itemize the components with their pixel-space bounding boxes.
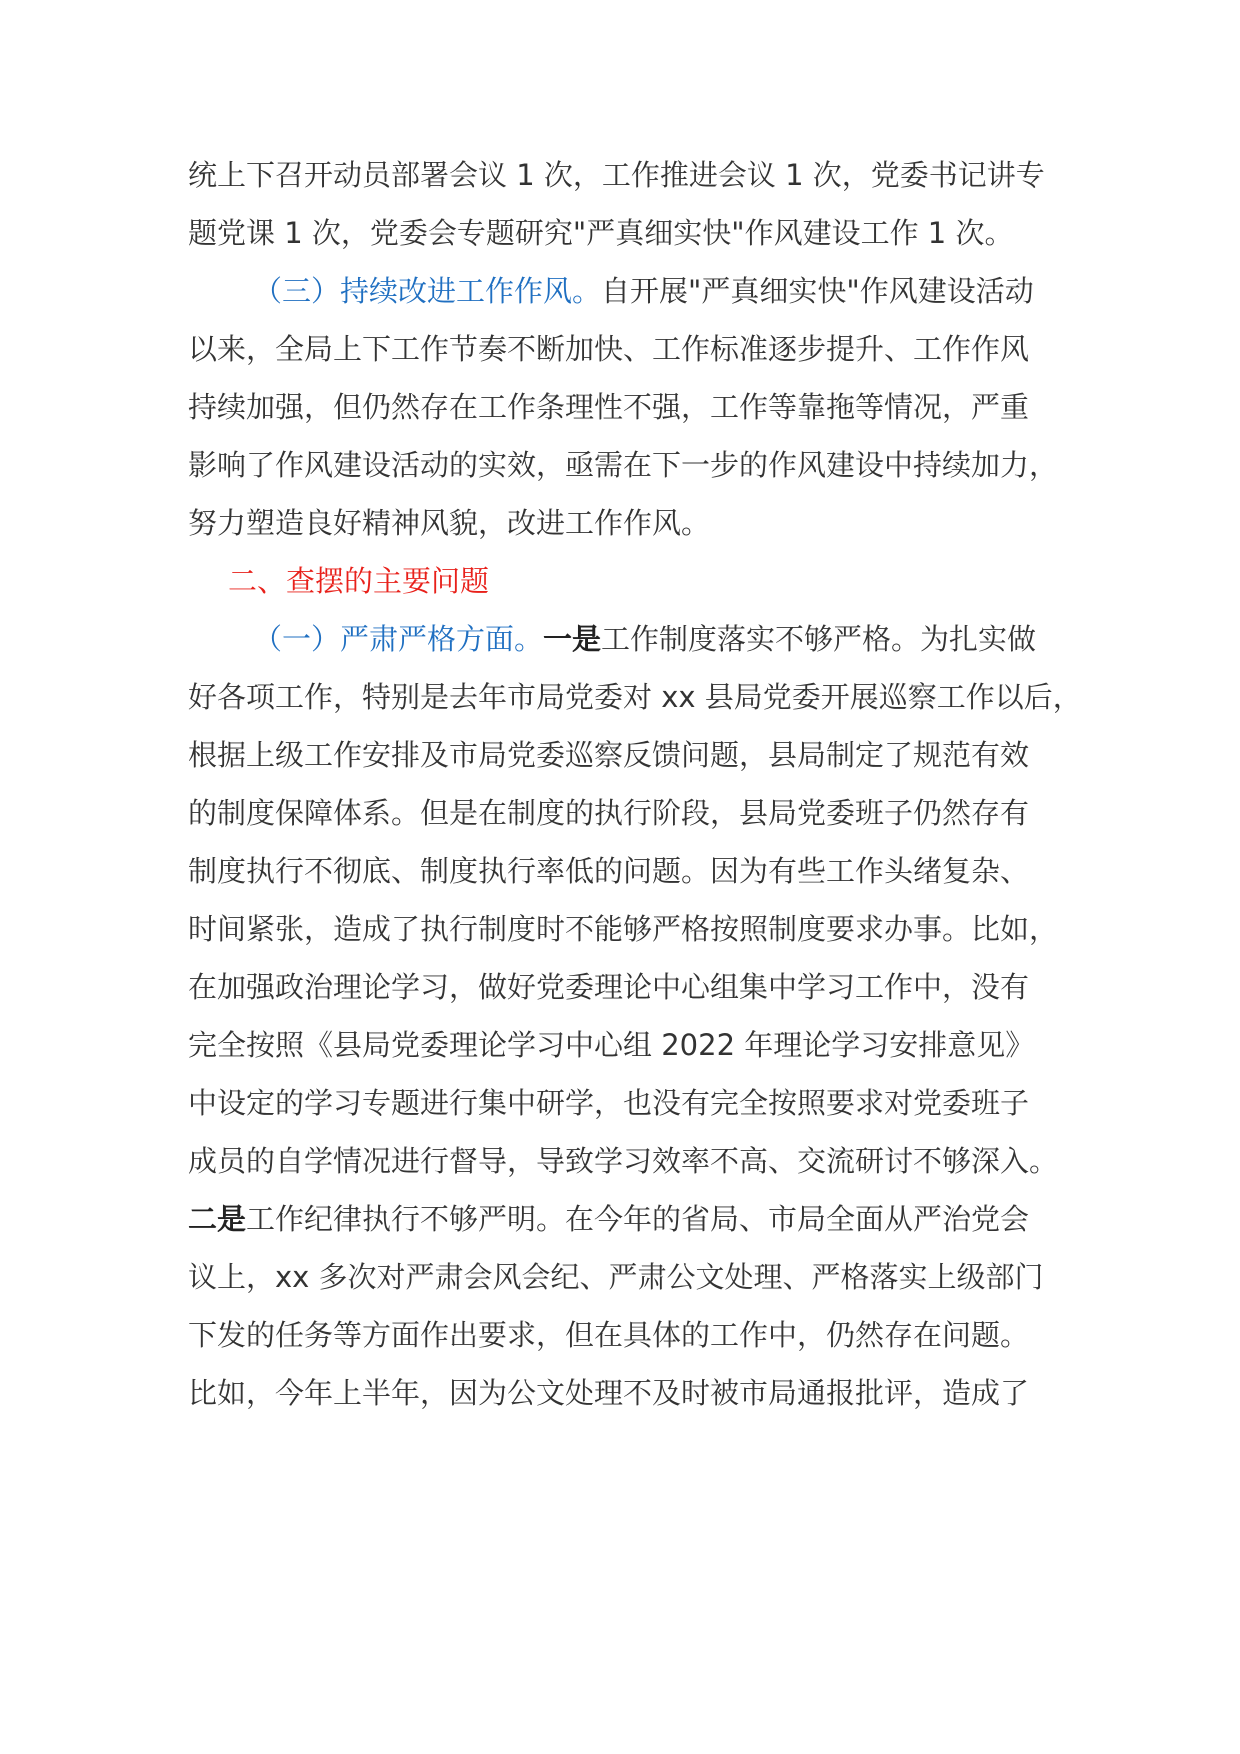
paragraph-line: 题党课 1 次，党委会专题研究"严真细实快"作风建设工作 1 次。 xyxy=(188,216,1014,250)
paragraph-line: 根据上级工作安排及市局党委巡察反馈问题，县局制定了规范有效 xyxy=(188,738,1030,772)
paragraph-line: 统上下召开动员部署会议 1 次，工作推进会议 1 次，党委书记讲专 xyxy=(188,158,1045,192)
paragraph-line: 议上，xx 多次对严肃会风会纪、严肃公文处理、严格落实上级部门 xyxy=(188,1260,1044,1294)
paragraph-line: 在加强政治理论学习，做好党委理论中心组集中学习工作中，没有 xyxy=(188,970,1030,1004)
paragraph-line: 成员的自学情况进行督导，导致学习效率不高、交流研讨不够深入。 xyxy=(188,1144,1059,1178)
subsection-heading-1: （一）严肃严格方面。 xyxy=(253,622,544,656)
paragraph-line: 以来，全局上下工作节奏不断加快、工作标准逐步提升、工作作风 xyxy=(188,332,1030,366)
paragraph-line: 影响了作风建设活动的实效，亟需在下一步的作风建设中持续加力， xyxy=(188,448,1059,482)
point-lead: 一是 xyxy=(543,622,602,656)
paragraph-text: 工作制度落实不够严格。为扎实做 xyxy=(601,622,1037,656)
paragraph-text: 工作纪律执行不够严明。在今年的省局、市局全面从严治党会 xyxy=(246,1202,1030,1236)
paragraph-line: 的制度保障体系。但是在制度的执行阶段，县局党委班子仍然存有 xyxy=(188,796,1030,830)
paragraph-line: 好各项工作，特别是去年市局党委对 xx 县局党委开展巡察工作以后， xyxy=(188,680,1082,714)
paragraph-text: 自开展"严真细实快"作风建设活动 xyxy=(601,274,1034,308)
subsection-line xyxy=(253,619,1036,659)
paragraph-line: 完全按照《县局党委理论学习中心组 2022 年理论学习安排意见》 xyxy=(188,1028,1035,1062)
paragraph-line xyxy=(188,1199,1029,1239)
paragraph-line: 努力塑造良好精神风貌，改进工作作风。 xyxy=(188,506,711,540)
subsection-line xyxy=(253,271,1034,311)
paragraph-line: 中设定的学习专题进行集中研学，也没有完全按照要求对党委班子 xyxy=(188,1086,1030,1120)
paragraph-line: 制度执行不彻底、制度执行率低的问题。因为有些工作头绪复杂、 xyxy=(188,854,1030,888)
paragraph-line: 下发的任务等方面作出要求，但在具体的工作中，仍然存在问题。 xyxy=(188,1318,1030,1352)
subsection-heading-3: （三）持续改进工作作风。 xyxy=(253,274,602,308)
paragraph-line: 持续加强，但仍然存在工作条理性不强，工作等靠拖等情况，严重 xyxy=(188,390,1030,424)
paragraph-line: 比如，今年上半年，因为公文处理不及时被市局通报批评，造成了 xyxy=(188,1376,1030,1410)
paragraph-line: 时间紧张，造成了执行制度时不能够严格按照制度要求办事。比如， xyxy=(188,912,1059,946)
section-heading: 二、查摆的主要问题 xyxy=(228,564,490,598)
point-lead: 二是 xyxy=(188,1202,247,1236)
